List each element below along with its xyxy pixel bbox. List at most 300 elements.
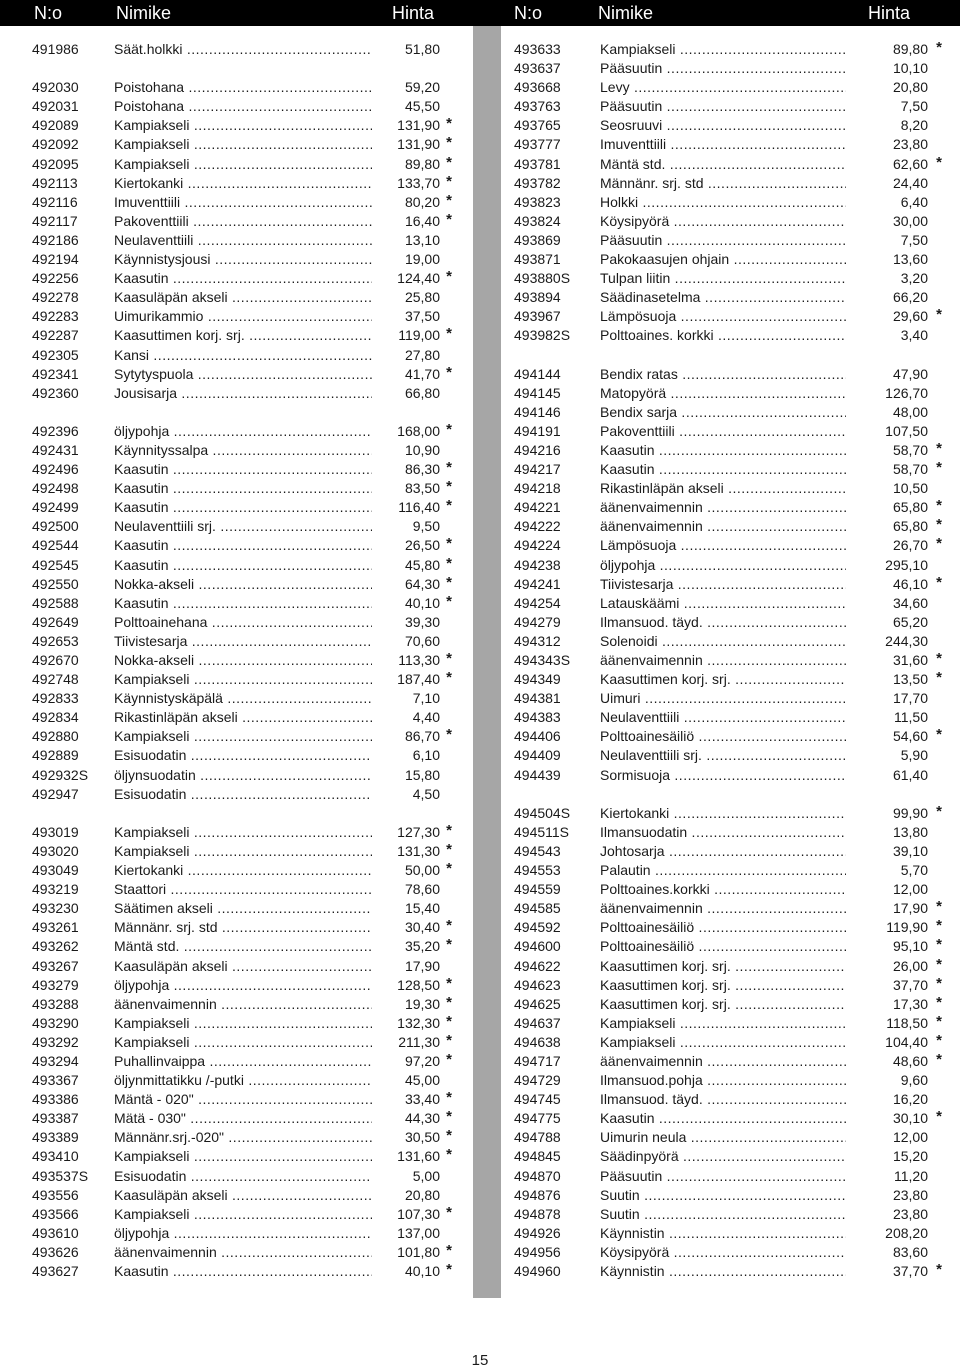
part-price: 65,80 bbox=[892, 499, 928, 516]
part-name: Sytytyspuola ..... bbox=[114, 365, 372, 384]
asterisk-icon: * bbox=[936, 650, 942, 667]
list-item bbox=[0, 1262, 460, 1281]
list-item bbox=[484, 976, 944, 995]
part-price: 168,00 bbox=[397, 422, 440, 439]
asterisk-icon: * bbox=[446, 669, 452, 687]
part-number: 494788 bbox=[514, 1129, 561, 1146]
list-item bbox=[484, 594, 944, 613]
part-name: Staattori ..... bbox=[114, 880, 372, 899]
asterisk-icon: * bbox=[446, 917, 452, 935]
part-number: 494960 bbox=[514, 1263, 561, 1279]
part-number: 494876 bbox=[514, 1186, 561, 1203]
part-price: 59,20 bbox=[404, 79, 440, 96]
part-name: Pääsuutin ..... bbox=[600, 1167, 846, 1186]
part-number: 492834 bbox=[32, 709, 79, 726]
asterisk-icon: * bbox=[446, 840, 452, 858]
part-name: Lämpösuoja ..... bbox=[600, 307, 846, 326]
list-item bbox=[0, 1033, 460, 1052]
part-price: 20,80 bbox=[892, 79, 928, 96]
list-item bbox=[0, 861, 460, 880]
list-item bbox=[484, 727, 944, 746]
part-name: Polttoainesäiliö ..... bbox=[600, 937, 846, 956]
list-item bbox=[484, 536, 944, 555]
part-price: 113,30 bbox=[398, 652, 440, 668]
part-name: Holkki ..... bbox=[600, 193, 846, 212]
part-price: 54,60 bbox=[892, 728, 928, 745]
part-price: 97,20 bbox=[404, 1052, 440, 1069]
asterisk-icon: * bbox=[936, 1261, 942, 1278]
part-number: 494145 bbox=[514, 384, 561, 401]
asterisk-icon: * bbox=[446, 592, 452, 610]
part-price: 23,80 bbox=[892, 136, 928, 153]
part-name: Kampiakseli ..... bbox=[600, 1014, 846, 1033]
list-item bbox=[0, 1147, 460, 1166]
part-name: Pääsuutin ..... bbox=[600, 231, 846, 250]
part-name: Kampiakseli ..... bbox=[114, 1014, 372, 1033]
part-number: 493626 bbox=[32, 1243, 79, 1260]
list-item bbox=[0, 1014, 460, 1033]
part-price: 23,80 bbox=[892, 1205, 928, 1222]
part-price: 10,10 bbox=[892, 60, 928, 77]
part-number: 493566 bbox=[32, 1205, 79, 1222]
part-price: 128,50 bbox=[397, 976, 440, 993]
part-number: 493556 bbox=[32, 1186, 79, 1203]
part-price: 7,10 bbox=[412, 690, 440, 707]
part-price: 51,80 bbox=[404, 41, 440, 57]
list-item bbox=[484, 174, 944, 193]
list-item bbox=[0, 479, 460, 498]
part-number: 492287 bbox=[32, 327, 79, 344]
part-price: 6,40 bbox=[900, 193, 928, 210]
part-price: 3,40 bbox=[900, 327, 928, 344]
asterisk-icon: * bbox=[936, 974, 942, 992]
list-item bbox=[484, 231, 944, 250]
part-price: 62,60 bbox=[892, 155, 928, 172]
part-name: Pakoventtiili ..... bbox=[114, 212, 372, 231]
asterisk-icon: * bbox=[446, 726, 452, 744]
part-price: 119,90 bbox=[886, 919, 928, 936]
part-name: Kaasutin ..... bbox=[114, 556, 372, 575]
part-number: 492431 bbox=[32, 441, 79, 458]
part-name: öljynsuodatin ..... bbox=[114, 766, 372, 785]
part-number: 494406 bbox=[514, 728, 561, 745]
part-price: 41,70 bbox=[404, 365, 440, 382]
part-number: 492653 bbox=[32, 632, 79, 649]
list-item bbox=[484, 498, 944, 517]
part-number: 494637 bbox=[514, 1014, 561, 1031]
part-number: 492095 bbox=[32, 155, 79, 172]
list-item bbox=[0, 766, 460, 785]
part-price: 17,70 bbox=[892, 690, 928, 707]
part-number: 493633 bbox=[514, 41, 561, 57]
part-price: 37,70 bbox=[892, 976, 928, 993]
part-price: 10,50 bbox=[892, 480, 928, 497]
part-name: Kiertokanki ..... bbox=[600, 804, 846, 823]
part-number: 492360 bbox=[32, 384, 79, 401]
part-price: 9,60 bbox=[900, 1072, 928, 1089]
part-name: Esisuodatin ..... bbox=[114, 1167, 372, 1186]
part-name: öljynmittatikku /-putki ..... bbox=[114, 1071, 372, 1090]
part-name: Käynnistin ..... bbox=[600, 1262, 846, 1281]
list-item bbox=[0, 880, 460, 899]
part-number: 492500 bbox=[32, 518, 79, 535]
asterisk-icon: * bbox=[936, 153, 942, 171]
part-name: Kaasutin ..... bbox=[600, 441, 846, 460]
section-gap bbox=[484, 785, 944, 804]
list-item bbox=[484, 899, 944, 918]
part-number: 493219 bbox=[32, 881, 79, 898]
part-price: 58,70 bbox=[892, 461, 928, 478]
part-price: 16,40 bbox=[404, 212, 440, 229]
list-item bbox=[484, 842, 944, 861]
section-gap bbox=[484, 346, 944, 365]
part-number: 492544 bbox=[32, 537, 79, 554]
part-price: 211,30 bbox=[398, 1033, 440, 1050]
part-name: äänenvaimennin ..... bbox=[114, 995, 372, 1014]
part-name: Suutin ..... bbox=[600, 1205, 846, 1224]
part-number: 492588 bbox=[32, 594, 79, 611]
part-price: 39,30 bbox=[404, 613, 440, 630]
asterisk-icon: * bbox=[446, 1241, 452, 1259]
list-item bbox=[0, 288, 460, 307]
part-price: 11,50 bbox=[894, 709, 928, 726]
part-price: 99,90 bbox=[892, 804, 928, 821]
part-number: 493627 bbox=[32, 1263, 79, 1279]
part-name: Poistohana ..... bbox=[114, 78, 372, 97]
part-number: 493782 bbox=[514, 174, 561, 191]
list-item bbox=[0, 957, 460, 976]
part-number: 492649 bbox=[32, 613, 79, 630]
list-item bbox=[484, 269, 944, 288]
part-number: 492498 bbox=[32, 480, 79, 497]
part-price: 65,20 bbox=[892, 613, 928, 630]
list-item bbox=[484, 823, 944, 842]
asterisk-icon: * bbox=[446, 172, 452, 190]
part-number: 493230 bbox=[32, 900, 79, 917]
part-number: 494585 bbox=[514, 900, 561, 917]
list-item bbox=[0, 250, 460, 269]
part-price: 124,40 bbox=[397, 270, 440, 287]
list-item bbox=[0, 346, 460, 365]
part-number: 492499 bbox=[32, 499, 79, 516]
part-price: 132,30 bbox=[397, 1014, 440, 1031]
part-name: Käynnistyskäpälä ..... bbox=[114, 689, 372, 708]
part-number: 494600 bbox=[514, 938, 561, 955]
list-item bbox=[484, 556, 944, 575]
part-name: Kaasutin ..... bbox=[600, 460, 846, 479]
part-name: Nokka-akseli ..... bbox=[114, 651, 372, 670]
asterisk-icon: * bbox=[446, 573, 452, 591]
asterisk-icon: * bbox=[936, 669, 942, 687]
list-item bbox=[484, 1262, 944, 1281]
part-price: 5,90 bbox=[900, 747, 928, 764]
part-price: 119,00 bbox=[398, 327, 440, 344]
list-item bbox=[0, 785, 460, 804]
part-number: 493261 bbox=[32, 919, 79, 936]
part-name: Kaasuläpän akseli ..... bbox=[114, 1186, 372, 1205]
part-price: 33,40 bbox=[404, 1091, 440, 1108]
list-item bbox=[484, 651, 944, 670]
part-price: 244,30 bbox=[885, 632, 928, 649]
part-price: 86,30 bbox=[404, 461, 440, 478]
part-price: 31,60 bbox=[892, 652, 928, 668]
part-number: 492117 bbox=[32, 212, 78, 229]
list-item bbox=[484, 365, 944, 384]
header-name-left: Nimike bbox=[116, 3, 172, 23]
part-price: 17,90 bbox=[892, 900, 928, 917]
list-item bbox=[0, 689, 460, 708]
part-price: 7,50 bbox=[900, 98, 928, 115]
part-name: Kaasutin ..... bbox=[114, 536, 372, 555]
part-name: Ilmansuod. täyd. ..... bbox=[600, 1090, 846, 1109]
part-number: 494409 bbox=[514, 747, 561, 764]
part-name: Latauskäämi ..... bbox=[600, 594, 846, 613]
part-price: 83,60 bbox=[892, 1243, 928, 1260]
part-name: Poistohana ..... bbox=[114, 97, 372, 116]
asterisk-icon: * bbox=[446, 1261, 452, 1278]
list-item bbox=[0, 1186, 460, 1205]
asterisk-icon: * bbox=[936, 439, 942, 457]
part-number: 494622 bbox=[514, 957, 561, 974]
part-name: Esisuodatin ..... bbox=[114, 785, 372, 804]
part-number: 492256 bbox=[32, 270, 79, 287]
part-name: Kampiakseli ..... bbox=[114, 135, 372, 154]
part-number: 493410 bbox=[32, 1148, 79, 1165]
asterisk-icon: * bbox=[936, 1031, 942, 1049]
part-price: 64,30 bbox=[404, 575, 440, 592]
part-price: 40,10 bbox=[404, 594, 440, 611]
asterisk-icon: * bbox=[936, 306, 942, 324]
asterisk-icon: * bbox=[446, 821, 452, 839]
part-number: 493290 bbox=[32, 1014, 79, 1031]
part-name: Kaasutin ..... bbox=[114, 269, 372, 288]
part-name: Tiivistesarja ..... bbox=[114, 632, 372, 651]
part-price: 4,50 bbox=[412, 785, 440, 802]
list-item bbox=[484, 708, 944, 727]
part-number: 492283 bbox=[32, 308, 79, 325]
part-name: äänenvaimennin ..... bbox=[114, 1243, 372, 1262]
part-name: Kansi ..... bbox=[114, 346, 372, 365]
part-number: 493610 bbox=[32, 1224, 79, 1241]
asterisk-icon: * bbox=[446, 115, 452, 133]
part-price: 5,70 bbox=[900, 862, 928, 879]
part-name: Kaasuttimen korj. srj. ..... bbox=[600, 995, 846, 1014]
part-name: Kampiakseli ..... bbox=[114, 842, 372, 861]
part-price: 3,20 bbox=[900, 270, 928, 287]
list-item bbox=[484, 422, 944, 441]
part-number: 494775 bbox=[514, 1110, 561, 1127]
asterisk-icon: * bbox=[446, 1203, 452, 1221]
part-name: Käynnistin ..... bbox=[600, 1224, 846, 1243]
part-price: 19,30 bbox=[404, 995, 440, 1012]
list-item bbox=[484, 957, 944, 976]
part-name: Rikastinläpän akseli ..... bbox=[600, 479, 846, 498]
list-item bbox=[484, 575, 944, 594]
part-name: Kaasuläpän akseli ..... bbox=[114, 288, 372, 307]
asterisk-icon: * bbox=[446, 1012, 452, 1030]
list-item bbox=[0, 1071, 460, 1090]
part-number: 492092 bbox=[32, 136, 79, 153]
list-item bbox=[0, 460, 460, 479]
part-name: Polttoainehana ..... bbox=[114, 613, 372, 632]
list-item bbox=[0, 97, 460, 116]
part-name: Kampiakseli ..... bbox=[114, 670, 372, 689]
asterisk-icon: * bbox=[936, 917, 942, 935]
list-item bbox=[0, 708, 460, 727]
part-name: Polttoaines.korkki ..... bbox=[600, 880, 846, 899]
part-number: 493781 bbox=[514, 155, 561, 172]
part-name: äänenvaimennin ..... bbox=[600, 517, 846, 536]
part-name: Männänr.srj.-020" ..... bbox=[114, 1128, 372, 1147]
asterisk-icon: * bbox=[936, 39, 942, 56]
part-name: Imuventtiili ..... bbox=[600, 135, 846, 154]
asterisk-icon: * bbox=[446, 1050, 452, 1068]
asterisk-icon: * bbox=[936, 516, 942, 534]
part-name: Uimuri ..... bbox=[600, 689, 846, 708]
part-number: 494146 bbox=[514, 403, 561, 420]
list-item bbox=[0, 269, 460, 288]
part-price: 137,00 bbox=[397, 1224, 440, 1241]
part-number: 493763 bbox=[514, 98, 561, 115]
list-item bbox=[0, 594, 460, 613]
part-price: 89,80 bbox=[892, 41, 928, 57]
list-item bbox=[0, 231, 460, 250]
part-price: 58,70 bbox=[892, 441, 928, 458]
part-price: 131,30 bbox=[397, 842, 440, 859]
part-price: 83,50 bbox=[404, 480, 440, 497]
list-item bbox=[484, 1052, 944, 1071]
part-name: öljypohja ..... bbox=[114, 976, 372, 995]
part-name: Käynnistysjousi ..... bbox=[114, 250, 372, 269]
part-price: 23,80 bbox=[892, 1186, 928, 1203]
part-name: Uimurin neula ..... bbox=[600, 1128, 846, 1147]
part-name: äänenvaimennin ..... bbox=[600, 651, 846, 670]
part-price: 80,20 bbox=[404, 193, 440, 210]
list-item bbox=[484, 995, 944, 1014]
part-number: 493294 bbox=[32, 1052, 79, 1069]
list-item bbox=[0, 40, 460, 59]
list-item bbox=[484, 116, 944, 135]
part-name: Säädinasetelma ..... bbox=[600, 288, 846, 307]
part-price: 16,20 bbox=[892, 1091, 928, 1108]
asterisk-icon: * bbox=[446, 936, 452, 954]
list-item bbox=[484, 1147, 944, 1166]
list-item bbox=[484, 307, 944, 326]
asterisk-icon: * bbox=[446, 535, 452, 553]
list-item bbox=[484, 1033, 944, 1052]
part-price: 37,50 bbox=[404, 308, 440, 325]
part-price: 107,50 bbox=[885, 422, 928, 439]
list-item bbox=[0, 746, 460, 765]
header-price-right: Hinta bbox=[868, 3, 911, 23]
part-number: 492545 bbox=[32, 556, 79, 573]
part-price: 13,10 bbox=[404, 231, 440, 248]
part-price: 104,40 bbox=[885, 1033, 928, 1050]
part-name: Levy ..... bbox=[600, 78, 846, 97]
list-item bbox=[0, 995, 460, 1014]
part-name: Kaasuttimen korj. srj. ..... bbox=[114, 326, 372, 345]
part-name: Kaasuläpän akseli ..... bbox=[114, 957, 372, 976]
part-number: 494216 bbox=[514, 441, 561, 458]
part-number: 494217 bbox=[514, 461, 561, 478]
asterisk-icon: * bbox=[446, 153, 452, 171]
list-item bbox=[0, 384, 460, 403]
list-item bbox=[484, 78, 944, 97]
part-number: 492116 bbox=[32, 193, 78, 210]
section-gap bbox=[0, 804, 460, 823]
part-price: 13,50 bbox=[892, 671, 928, 688]
asterisk-icon: * bbox=[446, 554, 452, 572]
part-name: Johtosarja ..... bbox=[600, 842, 846, 861]
part-price: 35,20 bbox=[404, 938, 440, 955]
part-name: Säädinpyörä ..... bbox=[600, 1147, 846, 1166]
part-number: 494221 bbox=[514, 499, 561, 516]
part-number: 494878 bbox=[514, 1205, 561, 1222]
part-name: Seosruuvi ..... bbox=[600, 116, 846, 135]
part-name: Pääsuutin ..... bbox=[600, 59, 846, 78]
part-price: 126,70 bbox=[885, 384, 928, 401]
list-item bbox=[484, 403, 944, 422]
part-price: 48,00 bbox=[892, 403, 928, 420]
list-item bbox=[484, 97, 944, 116]
asterisk-icon: * bbox=[936, 573, 942, 591]
part-name: Mäntä std. ..... bbox=[114, 937, 372, 956]
header-name-right: Nimike bbox=[598, 3, 654, 23]
part-price: 13,60 bbox=[892, 251, 928, 268]
list-item bbox=[0, 1224, 460, 1243]
page-number: 15 bbox=[471, 1352, 489, 1369]
part-number: 494504S bbox=[514, 804, 571, 821]
part-name: Kampiakseli ..... bbox=[114, 1147, 372, 1166]
part-price: 27,80 bbox=[404, 346, 440, 363]
part-price: 20,80 bbox=[404, 1186, 440, 1203]
asterisk-icon: * bbox=[446, 993, 452, 1011]
part-number: 493387 bbox=[32, 1110, 79, 1127]
list-item bbox=[484, 689, 944, 708]
list-item bbox=[484, 155, 944, 174]
part-price: 5,00 bbox=[412, 1167, 440, 1184]
part-name: Kaasuttimen korj. srj. ..... bbox=[600, 957, 846, 976]
asterisk-icon: * bbox=[936, 802, 942, 820]
part-price: 78,60 bbox=[404, 881, 440, 898]
part-number: 494222 bbox=[514, 518, 561, 535]
part-price: 30,10 bbox=[892, 1110, 928, 1127]
list-item bbox=[0, 441, 460, 460]
part-number: 494279 bbox=[514, 613, 561, 630]
part-name: Polttoaines. korkki ..... bbox=[600, 326, 846, 345]
part-price: 131,90 bbox=[397, 117, 440, 134]
list-item bbox=[0, 842, 460, 861]
part-number: 492194 bbox=[32, 251, 79, 268]
list-item bbox=[484, 460, 944, 479]
part-name: Kiertokanki ..... bbox=[114, 861, 372, 880]
part-number: 493869 bbox=[514, 231, 561, 248]
part-number: 493386 bbox=[32, 1091, 79, 1108]
list-item bbox=[0, 326, 460, 345]
list-item bbox=[0, 556, 460, 575]
list-item bbox=[484, 288, 944, 307]
part-number: 494729 bbox=[514, 1072, 561, 1089]
part-number: 494224 bbox=[514, 537, 561, 554]
list-item bbox=[0, 193, 460, 212]
part-name: öljypohja ..... bbox=[114, 1224, 372, 1243]
part-number: 492748 bbox=[32, 671, 79, 688]
part-price: 13,80 bbox=[892, 823, 928, 840]
list-item bbox=[484, 632, 944, 651]
asterisk-icon: * bbox=[446, 459, 452, 477]
part-price: 131,60 bbox=[397, 1148, 440, 1165]
asterisk-icon: * bbox=[446, 134, 452, 152]
